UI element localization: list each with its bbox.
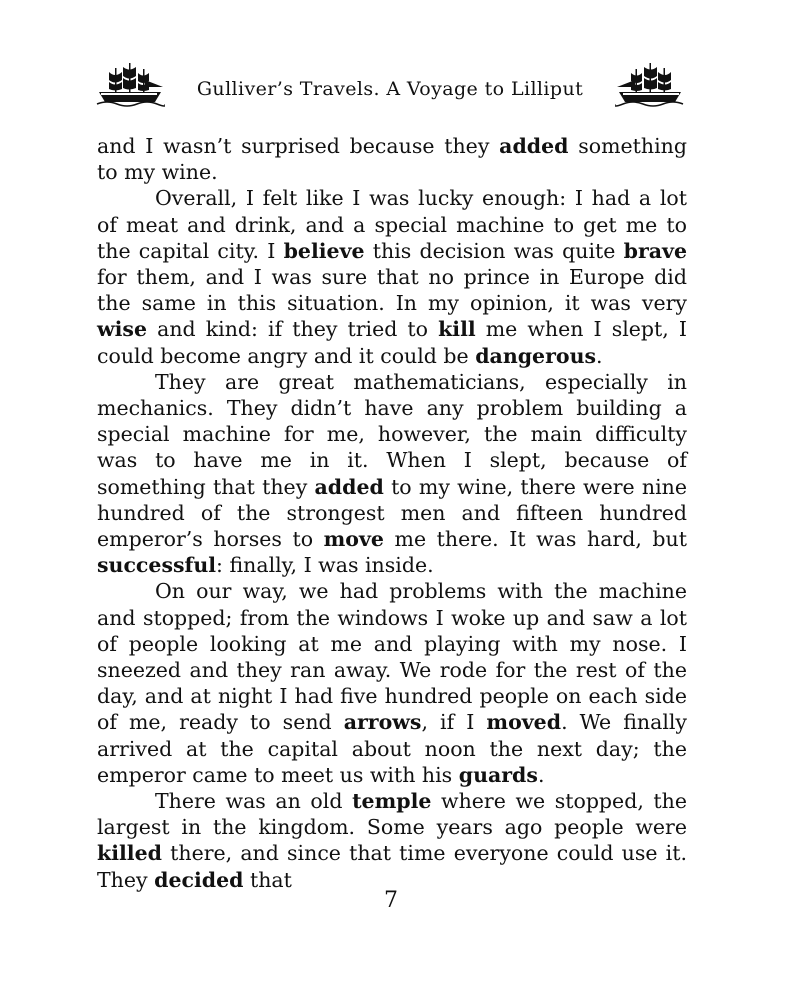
book-title: Gulliver’s Travels. A Voyage to Lilliput [196,78,584,100]
highlighted-word: move [323,527,384,552]
text-run: There was an old [155,789,353,814]
text-run: to my wine, there were nine hundred of the strongest men and fifteen hundred emperor’s horses to [97,474,687,552]
text-run: me there. It was hard, but [383,527,687,552]
text-run: there, and since that time everyone could use it. They [97,841,687,892]
highlighted-word: added [499,134,569,158]
text-run: Overall, I felt like I was lucky enough: I had a lot of meat and drink, and a special machine to get me to the capital city. I [97,186,687,263]
text-run: and I wasn’t surprised because they [97,134,500,158]
highlighted-word: decided [154,867,244,892]
highlighted-word: arrows [343,710,422,735]
body-text [97,133,687,893]
highlighted-word: added [314,474,384,499]
highlighted-word: killed [97,841,162,866]
text-run: me when I slept, I could become angry and it could be [97,317,687,368]
highlighted-word: temple [352,789,432,814]
text-run: this decision was quite [364,238,624,263]
text-run: . [596,343,603,368]
highlighted-word: moved [486,710,562,735]
highlighted-word: kill [438,317,476,342]
paragraph [97,185,687,368]
paragraph [97,369,687,579]
page-header [95,60,685,110]
text-run: and kind: if they tried to [147,317,439,342]
highlighted-word: believe [283,238,365,263]
text-run: for them, and I was sure that no prince in Europe did the same in this situation. In my opinion, it was very [97,265,687,316]
highlighted-word: brave [623,238,687,263]
text-run: . We finally arrived at the capital about noon the next day; the emperor came to meet us with his [97,710,688,787]
ship-icon [615,60,685,108]
page-number: 7 [384,888,398,913]
paragraph [97,578,687,788]
highlighted-word: wise [97,317,148,342]
text-run: that [243,867,292,892]
highlighted-word: guards [458,762,538,787]
highlighted-word: dangerous [475,343,597,368]
text-run: something to my wine. [97,134,687,185]
paragraph [97,133,687,185]
text-run: They are great mathematicians, especially in mechanics. They didn’t have any problem building a special machine for me, however, the main difficulty was to have me in it. When I slept, because of something that they [97,369,687,499]
text-run: : finally, I was inside. [216,553,434,578]
text-run: On our way, we had problems with the machine and stopped; from the windows I woke up and saw a lot of people looking at me and playing with my nose. I sneezed and they ran away. We rode for the rest of the day, and at night I had five hundred people on each side of me, ready to send [97,579,687,735]
text-run: . [537,762,545,787]
text-run: , if I [421,710,487,735]
highlighted-word: successful [97,553,217,578]
text-run: where we stopped, the largest in the kingdom. Some years ago people were [97,789,687,840]
paragraph [97,788,687,893]
